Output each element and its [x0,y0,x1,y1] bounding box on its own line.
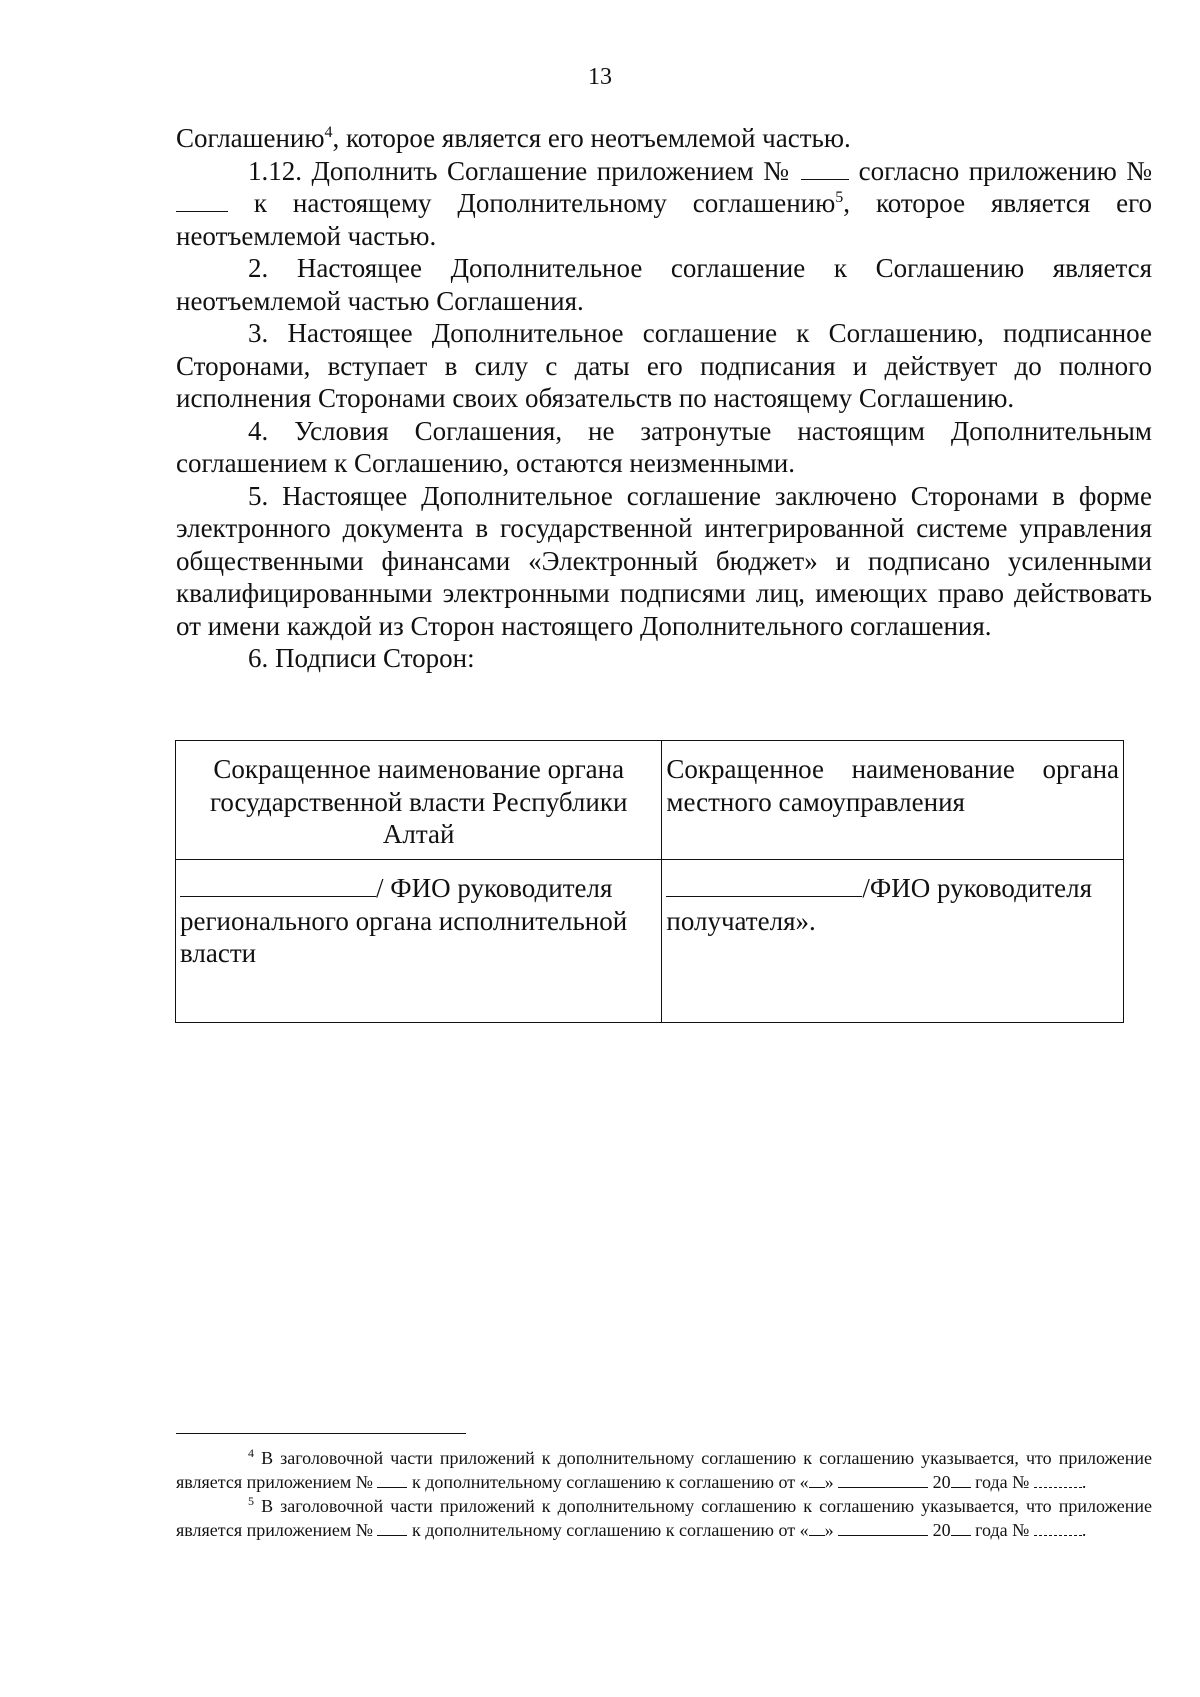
footnotes [176,1446,1152,1542]
document-body [176,122,1152,675]
footnote-separator [176,1433,466,1434]
signature-left-cell: / ФИО руководителя регионального органа исполнительной власти [176,860,662,1023]
header-left-cell: Сокращенное наименование органа государственной власти Республики Алтай [176,741,662,860]
paragraph-1-12: 1.12. Дополнить Соглашение приложением № согласно приложению № к настоящему Дополнительному соглашению$^5$, которое является его неотъемлемой частью. [176,155,1152,251]
paragraph-4: 4. Условия Соглашения, не затронутые настоящим Дополнительным соглашением к Соглашению, остаются неизменными. [176,415,1152,478]
footnote-ref-5: 5 [835,189,844,206]
signature-line [180,872,376,897]
table-row [176,741,1124,860]
paragraph-3: 3. Настоящее Дополнительное соглашение к Соглашению, подписанное Сторонами, вступает в силу с даты его подписания и действует до полного исполнения Сторонами своих обязательств по настоящему Соглашению. [176,318,1152,413]
header-right-cell: Сокращенное наименование органа местного самоуправления [662,741,1124,860]
blank-field [176,189,228,212]
footnote-5: $^5$ В заголовочной части приложений к дополнительному соглашению к соглашению указывается, что приложение является приложением № к дополнительному соглашению к соглашению от « » 20 года № . [176,1494,1152,1540]
signature-table [175,740,1124,1023]
blank-field [801,157,849,180]
footnote-ref-4: 4 [324,124,333,141]
footnote-4: $^4$ В заголовочной части приложений к дополнительному соглашению к соглашению указывается, что приложение является приложением № к дополнительному соглашению к соглашению от « » 20 года № . [176,1446,1152,1492]
table-row [176,860,1124,1023]
paragraph-6: 6. Подписи Сторон: [248,643,475,673]
paragraph-5: 5. Настоящее Дополнительное соглашение заключено Сторонами в форме электронного документа в государственной интегрированной системе управления общественными финансами «Электронный бюджет» и подписано усиленными квалифицированными электронными подписями лиц, имеющих право действовать от имени каждой из Сторон настоящего Дополнительного соглашения. [176,480,1152,641]
signature-line [666,872,862,897]
paragraph-2: 2. Настоящее Дополнительное соглашение к Соглашению является неотъемлемой частью Соглашения. [176,253,1152,316]
signature-right-cell: /ФИО руководителя получателя». [662,860,1124,1023]
page-number: 13 [588,64,612,90]
paragraph-continuation: Соглашению$^4$, которое является его неотъемлемой частью. [176,123,851,153]
